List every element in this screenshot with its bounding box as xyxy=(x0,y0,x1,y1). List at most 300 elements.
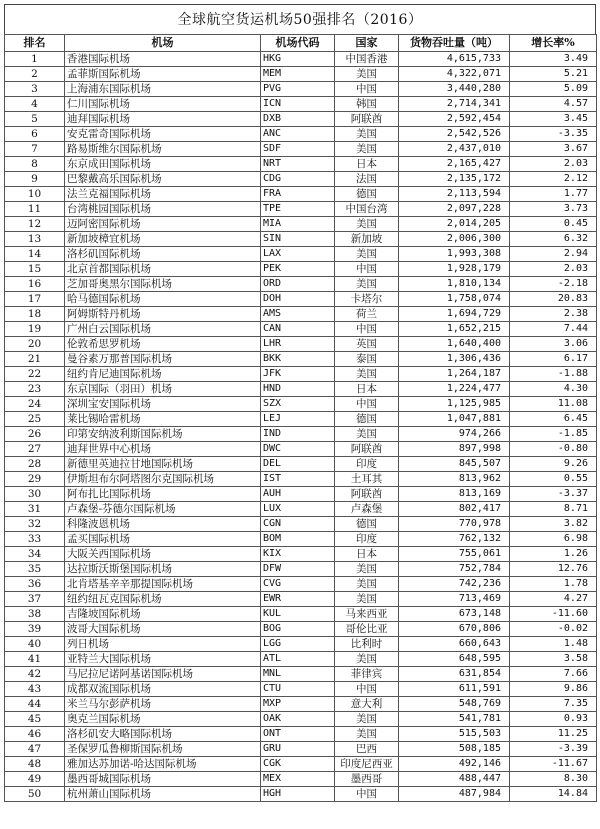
cell-cargo: 770,978 xyxy=(399,517,510,532)
cell-cargo: 2,006,300 xyxy=(399,232,510,247)
cell-rank: 45 xyxy=(5,712,65,727)
table-row xyxy=(5,757,597,772)
cell-cargo: 897,998 xyxy=(399,442,510,457)
cell-cargo: 670,806 xyxy=(399,622,510,637)
cell-rank: 27 xyxy=(5,442,65,457)
cell-code: LGG xyxy=(261,637,335,652)
cell-cargo: 4,322,071 xyxy=(399,67,510,82)
cell-rank: 49 xyxy=(5,772,65,787)
cell-country: 中国 xyxy=(335,82,399,97)
cell-rank: 7 xyxy=(5,142,65,157)
table-row xyxy=(5,187,597,202)
header-code: 机场代码 xyxy=(261,35,335,52)
cell-cargo: 974,266 xyxy=(399,427,510,442)
cell-airport: 新加坡樟宜机场 xyxy=(65,232,261,247)
cell-cargo: 813,169 xyxy=(399,487,510,502)
cell-country: 阿联酋 xyxy=(335,442,399,457)
cell-growth: 7.66 xyxy=(510,667,597,682)
cell-cargo: 660,643 xyxy=(399,637,510,652)
cell-growth: 6.98 xyxy=(510,532,597,547)
cell-cargo: 755,061 xyxy=(399,547,510,562)
cell-country: 美国 xyxy=(335,427,399,442)
cell-airport: 大阪关西国际机场 xyxy=(65,547,261,562)
cell-country: 印度 xyxy=(335,532,399,547)
table-row xyxy=(5,637,597,652)
table-row xyxy=(5,622,597,637)
cell-cargo: 492,146 xyxy=(399,757,510,772)
cell-rank: 42 xyxy=(5,667,65,682)
cell-code: LHR xyxy=(261,337,335,352)
cell-growth: 3.67 xyxy=(510,142,597,157)
cell-code: CVG xyxy=(261,577,335,592)
cell-rank: 1 xyxy=(5,52,65,67)
cell-cargo: 742,236 xyxy=(399,577,510,592)
cell-code: BOM xyxy=(261,532,335,547)
cell-country: 美国 xyxy=(335,247,399,262)
table-row xyxy=(5,712,597,727)
table-row xyxy=(5,127,597,142)
table-row xyxy=(5,727,597,742)
cell-cargo: 673,148 xyxy=(399,607,510,622)
cell-rank: 44 xyxy=(5,697,65,712)
cell-country: 美国 xyxy=(335,67,399,82)
cell-code: MEM xyxy=(261,67,335,82)
cell-country: 美国 xyxy=(335,727,399,742)
cell-airport: 东京国际（羽田）机场 xyxy=(65,382,261,397)
cell-airport: 达拉斯沃斯堡国际机场 xyxy=(65,562,261,577)
cell-code: HKG xyxy=(261,52,335,67)
table-row xyxy=(5,247,597,262)
cell-code: CAN xyxy=(261,322,335,337)
cell-growth: 14.84 xyxy=(510,787,597,802)
cell-cargo: 1,640,400 xyxy=(399,337,510,352)
cell-code: BOG xyxy=(261,622,335,637)
cell-growth: 4.30 xyxy=(510,382,597,397)
cell-growth: -3.39 xyxy=(510,742,597,757)
cell-growth: 6.32 xyxy=(510,232,597,247)
cell-rank: 23 xyxy=(5,382,65,397)
cell-airport: 洛杉矶国际机场 xyxy=(65,247,261,262)
cell-country: 中国 xyxy=(335,682,399,697)
cell-growth: 2.38 xyxy=(510,307,597,322)
cell-country: 墨西哥 xyxy=(335,772,399,787)
cell-growth: 3.45 xyxy=(510,112,597,127)
cell-growth: 8.30 xyxy=(510,772,597,787)
cell-cargo: 2,165,427 xyxy=(399,157,510,172)
cell-growth: 8.71 xyxy=(510,502,597,517)
cell-rank: 29 xyxy=(5,472,65,487)
cell-airport: 新德里英迪拉甘地国际机场 xyxy=(65,457,261,472)
cell-cargo: 2,097,228 xyxy=(399,202,510,217)
cell-code: NRT xyxy=(261,157,335,172)
table-row xyxy=(5,787,597,802)
table-row xyxy=(5,292,597,307)
cell-code: BKK xyxy=(261,352,335,367)
table-row xyxy=(5,172,597,187)
cell-country: 中国 xyxy=(335,322,399,337)
cell-growth: -2.18 xyxy=(510,277,597,292)
cell-growth: -11.60 xyxy=(510,607,597,622)
cell-rank: 30 xyxy=(5,487,65,502)
cell-airport: 迪拜世界中心机场 xyxy=(65,442,261,457)
cell-rank: 38 xyxy=(5,607,65,622)
cell-country: 日本 xyxy=(335,157,399,172)
cell-airport: 圣保罗瓜鲁柳斯国际机场 xyxy=(65,742,261,757)
cell-growth: 3.06 xyxy=(510,337,597,352)
table-row xyxy=(5,532,597,547)
cell-rank: 21 xyxy=(5,352,65,367)
cell-growth: -0.02 xyxy=(510,622,597,637)
cell-rank: 14 xyxy=(5,247,65,262)
cell-code: PVG xyxy=(261,82,335,97)
cell-rank: 36 xyxy=(5,577,65,592)
cell-code: AMS xyxy=(261,307,335,322)
table-row xyxy=(5,307,597,322)
cell-airport: 洛杉矶安大略国际机场 xyxy=(65,727,261,742)
cell-country: 荷兰 xyxy=(335,307,399,322)
cell-country: 阿联酋 xyxy=(335,112,399,127)
cell-rank: 22 xyxy=(5,367,65,382)
table-row xyxy=(5,652,597,667)
table-row xyxy=(5,337,597,352)
cell-country: 美国 xyxy=(335,592,399,607)
header-rank: 排名 xyxy=(5,35,65,52)
cell-growth: 4.57 xyxy=(510,97,597,112)
table-row xyxy=(5,742,597,757)
table-row xyxy=(5,502,597,517)
cell-country: 泰国 xyxy=(335,352,399,367)
cell-airport: 马尼拉尼诺阿基诺国际机场 xyxy=(65,667,261,682)
table-body xyxy=(5,52,597,802)
cell-code: HND xyxy=(261,382,335,397)
cell-rank: 2 xyxy=(5,67,65,82)
table-row xyxy=(5,397,597,412)
cell-rank: 25 xyxy=(5,412,65,427)
cell-cargo: 2,592,454 xyxy=(399,112,510,127)
cell-growth: 11.25 xyxy=(510,727,597,742)
cell-growth: 1.26 xyxy=(510,547,597,562)
cell-rank: 8 xyxy=(5,157,65,172)
cell-rank: 41 xyxy=(5,652,65,667)
cell-code: SIN xyxy=(261,232,335,247)
cell-country: 新加坡 xyxy=(335,232,399,247)
cell-country: 美国 xyxy=(335,712,399,727)
ranking-sheet xyxy=(4,4,596,802)
cell-country: 韩国 xyxy=(335,97,399,112)
cell-growth: 4.27 xyxy=(510,592,597,607)
cell-code: MIA xyxy=(261,217,335,232)
header-row xyxy=(5,35,597,52)
cell-growth: 0.45 xyxy=(510,217,597,232)
cell-rank: 9 xyxy=(5,172,65,187)
cell-country: 卡塔尔 xyxy=(335,292,399,307)
cell-cargo: 845,507 xyxy=(399,457,510,472)
cell-code: DEL xyxy=(261,457,335,472)
cell-growth: 6.17 xyxy=(510,352,597,367)
table-row xyxy=(5,262,597,277)
cell-airport: 广州白云国际机场 xyxy=(65,322,261,337)
cell-country: 马来西亚 xyxy=(335,607,399,622)
table-row xyxy=(5,82,597,97)
cell-rank: 16 xyxy=(5,277,65,292)
cell-code: DFW xyxy=(261,562,335,577)
table-row xyxy=(5,517,597,532)
cell-airport: 奥克兰国际机场 xyxy=(65,712,261,727)
cell-code: MEX xyxy=(261,772,335,787)
cell-country: 美国 xyxy=(335,127,399,142)
cell-airport: 卢森堡-芬德尔国际机场 xyxy=(65,502,261,517)
cell-airport: 孟菲斯国际机场 xyxy=(65,67,261,82)
table-row xyxy=(5,232,597,247)
cell-country: 美国 xyxy=(335,142,399,157)
table-row xyxy=(5,577,597,592)
cell-cargo: 1,224,477 xyxy=(399,382,510,397)
table-row xyxy=(5,352,597,367)
cell-rank: 31 xyxy=(5,502,65,517)
cell-country: 中国台湾 xyxy=(335,202,399,217)
cell-cargo: 488,447 xyxy=(399,772,510,787)
cell-rank: 50 xyxy=(5,787,65,802)
cell-cargo: 2,113,594 xyxy=(399,187,510,202)
cell-code: SZX xyxy=(261,397,335,412)
cell-country: 巴西 xyxy=(335,742,399,757)
cell-growth: 2.03 xyxy=(510,157,597,172)
cell-growth: 2.94 xyxy=(510,247,597,262)
cell-airport: 东京成田国际机场 xyxy=(65,157,261,172)
cell-growth: 0.93 xyxy=(510,712,597,727)
cell-airport: 上海浦东国际机场 xyxy=(65,82,261,97)
table-row xyxy=(5,427,597,442)
cell-airport: 阿姆斯特丹机场 xyxy=(65,307,261,322)
cell-country: 哥伦比亚 xyxy=(335,622,399,637)
cell-airport: 科隆波恩机场 xyxy=(65,517,261,532)
header-cargo: 货物吞吐量（吨） xyxy=(399,35,510,52)
cell-growth: -3.35 xyxy=(510,127,597,142)
header-airport: 机场 xyxy=(65,35,261,52)
cell-growth: 6.45 xyxy=(510,412,597,427)
cell-code: LUX xyxy=(261,502,335,517)
cell-growth: 5.21 xyxy=(510,67,597,82)
cell-airport: 列日机场 xyxy=(65,637,261,652)
cell-growth: 7.44 xyxy=(510,322,597,337)
cell-growth: 3.58 xyxy=(510,652,597,667)
cell-cargo: 1,928,179 xyxy=(399,262,510,277)
cell-code: DWC xyxy=(261,442,335,457)
cell-country: 中国香港 xyxy=(335,52,399,67)
cell-code: LEJ xyxy=(261,412,335,427)
table-row xyxy=(5,457,597,472)
cell-rank: 40 xyxy=(5,637,65,652)
table-row xyxy=(5,487,597,502)
cell-growth: -1.85 xyxy=(510,427,597,442)
cell-airport: 迪拜国际机场 xyxy=(65,112,261,127)
cell-growth: 12.76 xyxy=(510,562,597,577)
cell-rank: 4 xyxy=(5,97,65,112)
cell-code: TPE xyxy=(261,202,335,217)
cell-cargo: 762,132 xyxy=(399,532,510,547)
cell-code: ANC xyxy=(261,127,335,142)
table-row xyxy=(5,112,597,127)
cell-growth: -1.88 xyxy=(510,367,597,382)
cell-code: HGH xyxy=(261,787,335,802)
table-row xyxy=(5,382,597,397)
cell-growth: 7.35 xyxy=(510,697,597,712)
cell-code: CGN xyxy=(261,517,335,532)
cell-rank: 17 xyxy=(5,292,65,307)
cell-airport: 迈阿密国际机场 xyxy=(65,217,261,232)
cell-airport: 阿布扎比国际机场 xyxy=(65,487,261,502)
cell-growth: 2.03 xyxy=(510,262,597,277)
cell-growth: 1.48 xyxy=(510,637,597,652)
cell-cargo: 1,306,436 xyxy=(399,352,510,367)
table-row xyxy=(5,367,597,382)
table-row xyxy=(5,67,597,82)
table-row xyxy=(5,472,597,487)
cell-code: MXP xyxy=(261,697,335,712)
cell-cargo: 1,694,729 xyxy=(399,307,510,322)
cell-code: EWR xyxy=(261,592,335,607)
table-row xyxy=(5,202,597,217)
cell-country: 菲律宾 xyxy=(335,667,399,682)
cell-country: 英国 xyxy=(335,337,399,352)
cell-code: ONT xyxy=(261,727,335,742)
cell-country: 法国 xyxy=(335,172,399,187)
cell-airport: 纽约肯尼迪国际机场 xyxy=(65,367,261,382)
cell-cargo: 2,542,526 xyxy=(399,127,510,142)
cell-rank: 6 xyxy=(5,127,65,142)
table-row xyxy=(5,607,597,622)
cell-cargo: 487,984 xyxy=(399,787,510,802)
cell-cargo: 2,014,205 xyxy=(399,217,510,232)
cell-cargo: 548,769 xyxy=(399,697,510,712)
cell-cargo: 2,437,010 xyxy=(399,142,510,157)
cell-code: DOH xyxy=(261,292,335,307)
cell-country: 阿联酋 xyxy=(335,487,399,502)
cell-cargo: 2,714,341 xyxy=(399,97,510,112)
cell-rank: 26 xyxy=(5,427,65,442)
cell-airport: 北肯塔基辛辛那提国际机场 xyxy=(65,577,261,592)
cell-growth: 11.08 xyxy=(510,397,597,412)
cell-growth: -0.80 xyxy=(510,442,597,457)
cell-code: KUL xyxy=(261,607,335,622)
cell-cargo: 1,810,134 xyxy=(399,277,510,292)
cell-rank: 37 xyxy=(5,592,65,607)
cell-country: 德国 xyxy=(335,517,399,532)
cell-country: 土耳其 xyxy=(335,472,399,487)
table-row xyxy=(5,772,597,787)
table-row xyxy=(5,592,597,607)
cell-airport: 香港国际机场 xyxy=(65,52,261,67)
cell-rank: 39 xyxy=(5,622,65,637)
table-row xyxy=(5,217,597,232)
table-row xyxy=(5,412,597,427)
cell-cargo: 541,781 xyxy=(399,712,510,727)
cell-growth: 3.49 xyxy=(510,52,597,67)
header-country: 国家 xyxy=(335,35,399,52)
cell-cargo: 3,440,280 xyxy=(399,82,510,97)
cell-country: 印度尼西亚 xyxy=(335,757,399,772)
cell-growth: -3.37 xyxy=(510,487,597,502)
cell-cargo: 4,615,733 xyxy=(399,52,510,67)
cell-country: 日本 xyxy=(335,547,399,562)
cell-airport: 安克雷奇国际机场 xyxy=(65,127,261,142)
cell-country: 中国 xyxy=(335,397,399,412)
cell-airport: 印第安纳波利斯国际机场 xyxy=(65,427,261,442)
cell-airport: 芝加哥奥黑尔国际机场 xyxy=(65,277,261,292)
cell-rank: 48 xyxy=(5,757,65,772)
cell-airport: 纽约纽瓦克国际机场 xyxy=(65,592,261,607)
cell-rank: 5 xyxy=(5,112,65,127)
cell-country: 印度 xyxy=(335,457,399,472)
cell-rank: 10 xyxy=(5,187,65,202)
cell-airport: 孟买国际机场 xyxy=(65,532,261,547)
cell-cargo: 752,784 xyxy=(399,562,510,577)
cell-growth: 5.09 xyxy=(510,82,597,97)
cell-airport: 法兰克福国际机场 xyxy=(65,187,261,202)
cell-code: SDF xyxy=(261,142,335,157)
cell-country: 美国 xyxy=(335,277,399,292)
cell-country: 日本 xyxy=(335,382,399,397)
cell-code: LAX xyxy=(261,247,335,262)
cell-rank: 28 xyxy=(5,457,65,472)
cell-airport: 巴黎戴高乐国际机场 xyxy=(65,172,261,187)
cell-country: 美国 xyxy=(335,367,399,382)
table-row xyxy=(5,547,597,562)
cell-airport: 深圳宝安国际机场 xyxy=(65,397,261,412)
cell-cargo: 713,469 xyxy=(399,592,510,607)
cell-growth: -11.67 xyxy=(510,757,597,772)
cell-country: 德国 xyxy=(335,187,399,202)
cell-rank: 15 xyxy=(5,262,65,277)
cell-rank: 43 xyxy=(5,682,65,697)
cell-country: 中国 xyxy=(335,262,399,277)
cell-code: ORD xyxy=(261,277,335,292)
header-growth: 增长率% xyxy=(510,35,597,52)
cell-airport: 雅加达苏加诺-哈达国际机场 xyxy=(65,757,261,772)
table-row xyxy=(5,697,597,712)
cell-airport: 米兰马尔彭萨机场 xyxy=(65,697,261,712)
cell-airport: 伦敦希思罗机场 xyxy=(65,337,261,352)
cell-airport: 成都双流国际机场 xyxy=(65,682,261,697)
cell-cargo: 802,417 xyxy=(399,502,510,517)
table-row xyxy=(5,142,597,157)
cell-code: PEK xyxy=(261,262,335,277)
cell-airport: 路易斯维尔国际机场 xyxy=(65,142,261,157)
cell-airport: 杭州萧山国际机场 xyxy=(65,787,261,802)
cell-growth: 1.77 xyxy=(510,187,597,202)
cell-airport: 北京首都国际机场 xyxy=(65,262,261,277)
cell-growth: 9.86 xyxy=(510,682,597,697)
table-row xyxy=(5,52,597,67)
table-row xyxy=(5,322,597,337)
cell-airport: 波哥大国际机场 xyxy=(65,622,261,637)
cell-airport: 台湾桃园国际机场 xyxy=(65,202,261,217)
cell-airport: 仁川国际机场 xyxy=(65,97,261,112)
cell-code: CDG xyxy=(261,172,335,187)
table-row xyxy=(5,682,597,697)
table-row xyxy=(5,667,597,682)
cell-country: 德国 xyxy=(335,412,399,427)
cell-airport: 吉隆坡国际机场 xyxy=(65,607,261,622)
cell-cargo: 1,047,881 xyxy=(399,412,510,427)
cell-code: IST xyxy=(261,472,335,487)
cell-growth: 20.83 xyxy=(510,292,597,307)
cell-country: 美国 xyxy=(335,577,399,592)
cell-cargo: 1,993,308 xyxy=(399,247,510,262)
cell-code: GRU xyxy=(261,742,335,757)
cell-country: 美国 xyxy=(335,562,399,577)
cell-code: ATL xyxy=(261,652,335,667)
